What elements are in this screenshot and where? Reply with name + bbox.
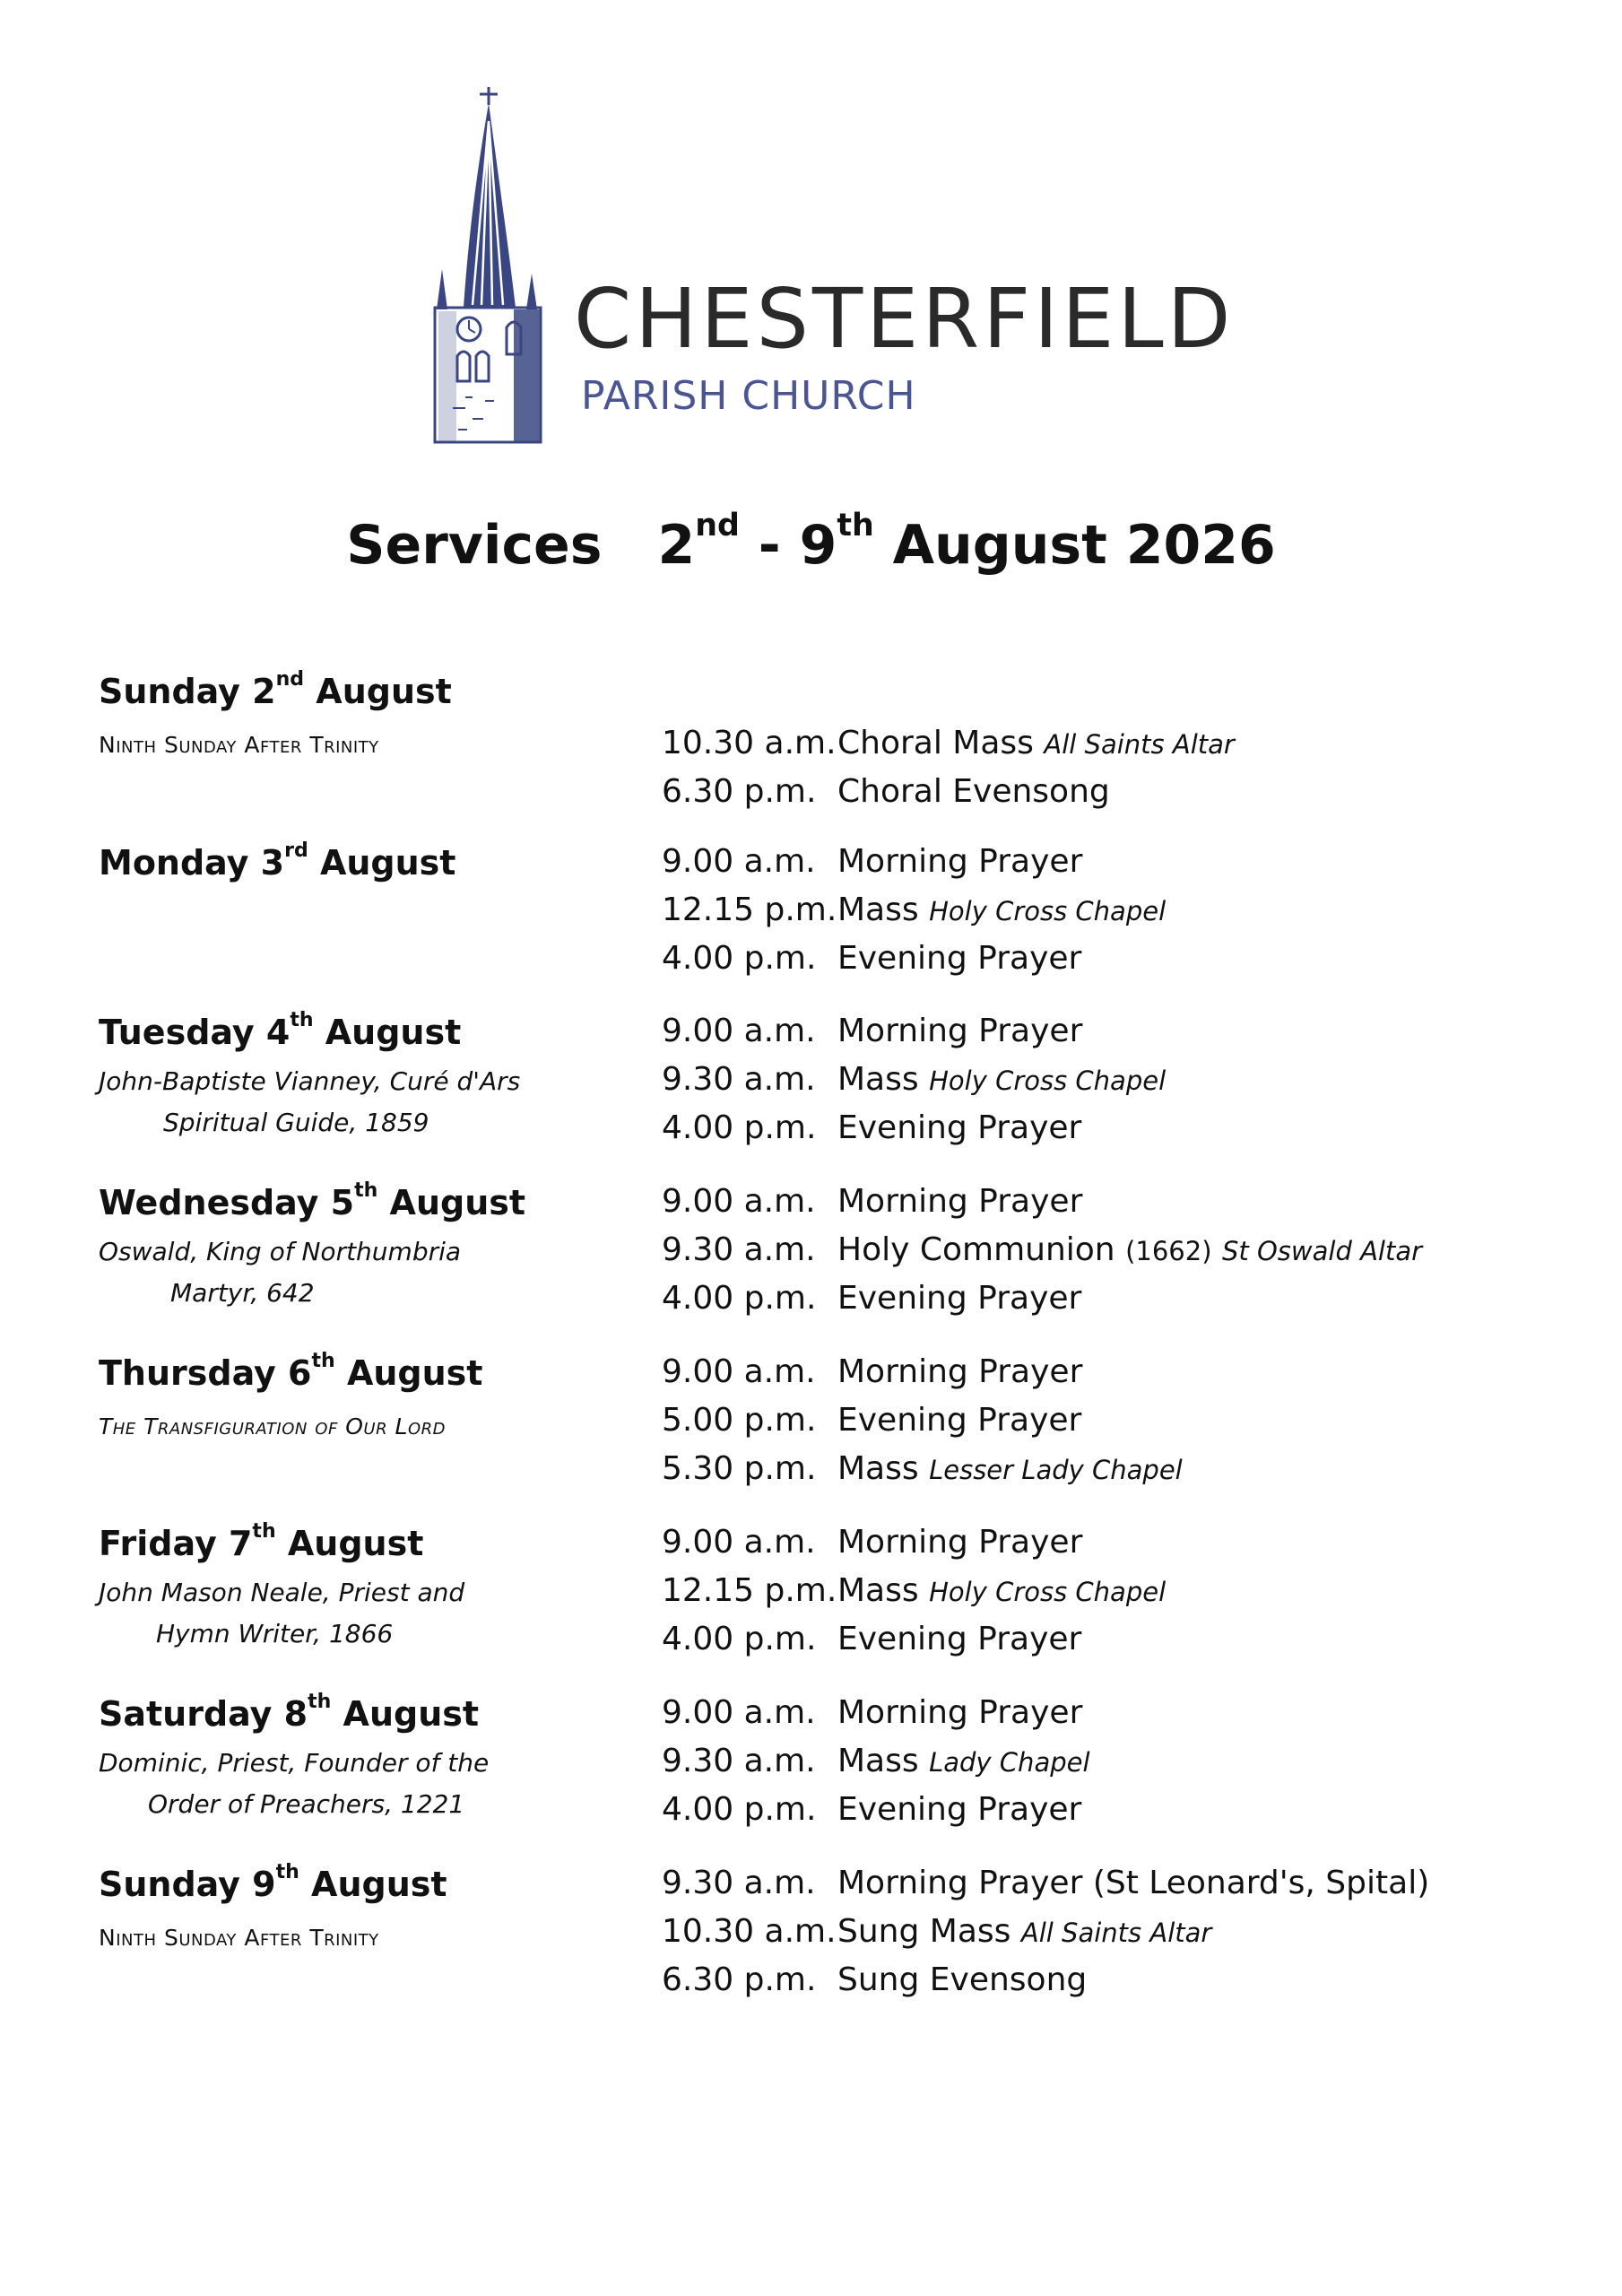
- service-row: 9.00 a.m. Morning Prayer: [662, 1694, 1083, 1731]
- service-row: 5.30 p.m. Mass Lesser Lady Chapel: [662, 1450, 1183, 1487]
- service-row: 6.30 p.m. Choral Evensong: [662, 773, 1110, 810]
- service-row: 4.00 p.m. Evening Prayer: [662, 940, 1082, 977]
- day-heading: Friday 7th August: [99, 1519, 424, 1563]
- commemoration-line: John-Baptiste Vianney, Curé d'Ars: [99, 1066, 521, 1096]
- day-heading: Saturday 8th August: [99, 1690, 480, 1734]
- service-row: 9.30 a.m. Mass Lady Chapel: [662, 1743, 1090, 1779]
- day-heading: Tuesday 4th August: [99, 1008, 462, 1052]
- page-title: [0, 508, 1622, 577]
- crooked-spire-icon: [426, 85, 560, 444]
- logo-wordmark: CHESTERFIELD: [574, 271, 1235, 367]
- title-word: Services: [346, 514, 603, 577]
- title-start-day: 2: [657, 514, 696, 577]
- service-row: 9.30 a.m. Mass Holy Cross Chapel: [662, 1061, 1167, 1098]
- service-row: 10.30 a.m.Sung Mass All Saints Altar: [662, 1913, 1212, 1950]
- service-row: 12.15 p.m.Mass Holy Cross Chapel: [662, 891, 1167, 928]
- commemoration-line: Martyr, 642: [170, 1278, 315, 1308]
- commemoration-line: John Mason Neale, Priest and: [99, 1578, 465, 1607]
- service-row: 9.00 a.m. Morning Prayer: [662, 1353, 1083, 1390]
- commemoration-line: Hymn Writer, 1866: [156, 1619, 394, 1648]
- day-heading: Sunday 9th August: [99, 1860, 447, 1904]
- day-heading: Monday 3rd August: [99, 839, 456, 883]
- day-observance: Ninth Sunday After Trinity: [99, 732, 379, 758]
- service-row: 4.00 p.m. Evening Prayer: [662, 1280, 1082, 1317]
- day-heading: Wednesday 5th August: [99, 1178, 526, 1222]
- day-observance: The Transfiguration of Our Lord: [99, 1413, 447, 1439]
- service-row: 4.00 p.m. Evening Prayer: [662, 1109, 1082, 1146]
- day-observance: Ninth Sunday After Trinity: [99, 1925, 379, 1951]
- church-logo: [426, 85, 1235, 444]
- service-row: 4.00 p.m. Evening Prayer: [662, 1621, 1082, 1657]
- title-end-suffix: th: [837, 508, 874, 544]
- commemoration-line: Oswald, King of Northumbria: [99, 1237, 462, 1266]
- service-row: 9.00 a.m. Morning Prayer: [662, 1524, 1083, 1561]
- commemoration-line: Dominic, Priest, Founder of the: [99, 1748, 490, 1778]
- day-heading: Sunday 2nd August: [99, 667, 452, 711]
- service-row: 6.30 p.m. Sung Evensong: [662, 1961, 1088, 1998]
- title-separator: -: [739, 514, 800, 577]
- service-row: 5.00 p.m. Evening Prayer: [662, 1402, 1082, 1439]
- title-month-year: August 2026: [873, 514, 1276, 577]
- service-row: 10.30 a.m.Choral Mass All Saints Altar: [662, 725, 1235, 761]
- service-row: 4.00 p.m. Evening Prayer: [662, 1791, 1082, 1828]
- title-start-suffix: nd: [695, 508, 740, 544]
- logo-subtitle: PARISH CHURCH: [581, 373, 916, 419]
- commemoration-line: Spiritual Guide, 1859: [163, 1108, 429, 1137]
- day-heading: Thursday 6th August: [99, 1349, 483, 1393]
- title-end-day: 9: [799, 514, 837, 577]
- service-row: 9.30 a.m. Holy Communion (1662) St Oswald Altar: [662, 1231, 1423, 1268]
- commemoration-line: Order of Preachers, 1221: [148, 1789, 465, 1819]
- service-row: 9.30 a.m. Morning Prayer (St Leonard's, Spital): [662, 1865, 1430, 1901]
- service-row: 12.15 p.m.Mass Holy Cross Chapel: [662, 1572, 1167, 1609]
- service-row: 9.00 a.m. Morning Prayer: [662, 843, 1083, 880]
- service-row: 9.00 a.m. Morning Prayer: [662, 1013, 1083, 1049]
- service-row: 9.00 a.m. Morning Prayer: [662, 1183, 1083, 1220]
